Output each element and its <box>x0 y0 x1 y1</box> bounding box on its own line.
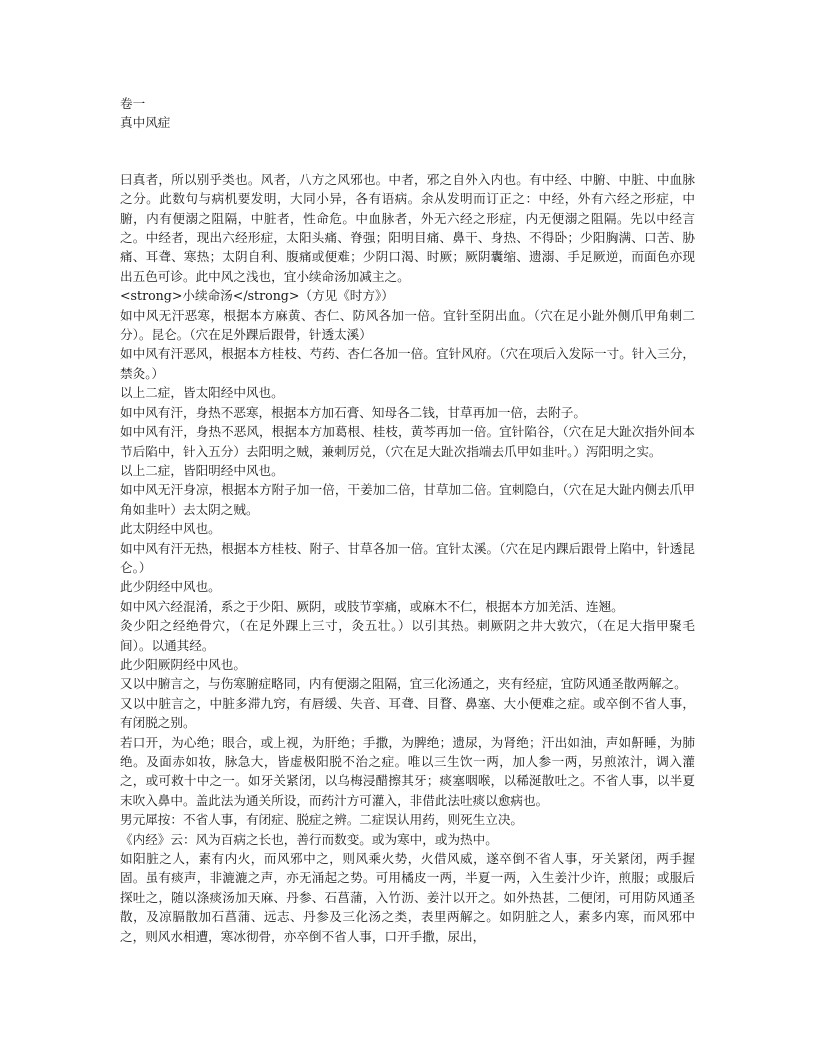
paragraph: 此少阳厥阴经中风也。 <box>120 656 246 672</box>
paragraph: 如阳脏之人，素有内火，而风邪中之，则风乘火势，火借风威，遂卒倒不省人事，牙关紧闭，两手握固。虽有痰声，非漉漉之声，亦无涌起之势。可用橘皮一两，半夏一两，入生姜汁少许，煎服；或服后探吐之，随以涤痰汤加天麻、丹参、石菖蒲，入竹沥、姜汁以开之。如外热甚，二便闭，可用防风通圣散，及凉膈散加石菖蒲、远志、丹参及三化汤之类，表里两解之。如阴脏之人，素多内寒，而风邪中之，则风水相遭，寒冰彻骨，亦卒倒不省人事，口开手撒，尿出， <box>120 851 695 944</box>
volume-heading: 卷一 <box>120 96 146 111</box>
paragraph: 如中风无汗恶寒，根据本方麻黄、杏仁、防风各加一倍。宜针至阴出血。（穴在足小趾外侧爪甲角刺二分）。昆仑。（穴在足外踝后跟骨，针透太溪） <box>120 307 695 343</box>
paragraph: 如中风有汗恶风，根据本方桂枝、芍药、杏仁各加一倍。宜针风府。（穴在项后入发际一寸。针入三分，禁灸。） <box>120 346 695 381</box>
paragraph: 如中风有汗，身热不恶寒，根据本方加石膏、知母各二钱，甘草再加一倍，去附子。 <box>120 404 586 420</box>
document-page <box>120 94 695 946</box>
paragraph: 灸少阳之经绝骨穴，（在足外踝上三寸，灸五壮。）以引其热。刺厥阴之井大敦穴，（在足大指甲聚毛间）。以通其经。 <box>120 618 695 653</box>
paragraph: 曰真者，所以别乎类也。风者，八方之风邪也。中者，邪之自外入内也。有中经、中腑、中脏、中血脉之分。此数句与病机要发明，大同小异，各有语病。余从发明而订正之：中经，外有六经之形症，中腑，内有便溺之阻隔，中脏者，性命危。中血脉者，外无六经之形症，内无便溺之阻隔。先以中经言之。中经者，现出六经形症，太阳头痛、脊强；阳明目痛、鼻干、身热、不得卧；少阳胸满、口苦、胁痛、耳聋、寒热；太阴自利、腹痛或便难；少阴口渴、时厥；厥阴囊缩、遗溺、手足厥逆，而面色亦现出五色可诊。此中风之浅也，宜小续命汤加减主之。 <box>120 171 695 284</box>
paragraph: 如中风有汗，身热不恶风，根据本方加葛根、桂枝，黄芩再加一倍。宜针陷谷，（穴在足大趾次指外间本节后陷中，针入五分）去阳明之贼，兼刺厉兑，（穴在足大趾次指端去爪甲如韭叶。）泻阳明之实。 <box>120 424 695 459</box>
paragraph: 以上二症，皆阳明经中风也。 <box>120 462 284 478</box>
chapter-heading: 真中风症 <box>120 115 171 131</box>
paragraph: 若口开，为心绝；眼合，或上视，为肝绝；手撒，为脾绝；遗尿，为肾绝；汗出如油，声如鼾睡，为肺绝。及面赤如妆，脉急大，皆虚极阳脱不治之症。唯以三生饮一两，加人参一两，另煎浓汁，调入灌之，或可救十中之一。如牙关紧闭，以乌梅浸醋擦其牙；痰塞咽喉，以稀涎散吐之。不省人事，以半夏末吹入鼻中。盖此法为通关所设，而药汁方可灌入，非借此法吐痰以愈病也。 <box>120 734 695 808</box>
paragraph: 如中风有汗无热，根据本方桂枝、附子、甘草各加一倍。宜针太溪。（穴在足内踝后跟骨上陷中，针透昆仑。） <box>120 540 695 575</box>
paragraph: 《内经》云：风为百病之长也，善行而数变。或为寒中，或为热中。 <box>120 831 498 847</box>
paragraph: 此太阴经中风也。 <box>120 521 221 537</box>
paragraph: 男元犀按：不省人事，有闭症、脱症之辨。二症误认用药，则死生立决。 <box>120 812 523 828</box>
paragraph: 如中风无汗身凉，根据本方附子加一倍，干姜加二倍，甘草加二倍。宜刺隐白，（穴在足大趾内侧去爪甲角如韭叶）去太阴之贼。 <box>120 482 695 517</box>
paragraph: 此少阴经中风也。 <box>120 579 221 595</box>
paragraph: 如中风六经混淆，系之于少阳、厥阴，或肢节挛痛，或麻木不仁，根据本方加羌活、连翘。 <box>120 598 624 614</box>
spacer <box>120 133 695 170</box>
paragraph: 以上二症，皆太阳经中风也。 <box>120 385 284 401</box>
formula-title: <strong>小续命汤</strong>（方见《时方》） <box>120 288 394 304</box>
paragraph: 又以中脏言之，中脏多滞九窍，有唇缓、失音、耳聋、目瞀、鼻塞、大小便难之症。或卒倒不省人事，有闭脱之别。 <box>120 695 695 731</box>
paragraph: 又以中腑言之，与伤寒腑症略同，内有便溺之阻隔，宜三化汤通之，夹有经症，宜防风通圣散两解之。 <box>120 676 687 692</box>
